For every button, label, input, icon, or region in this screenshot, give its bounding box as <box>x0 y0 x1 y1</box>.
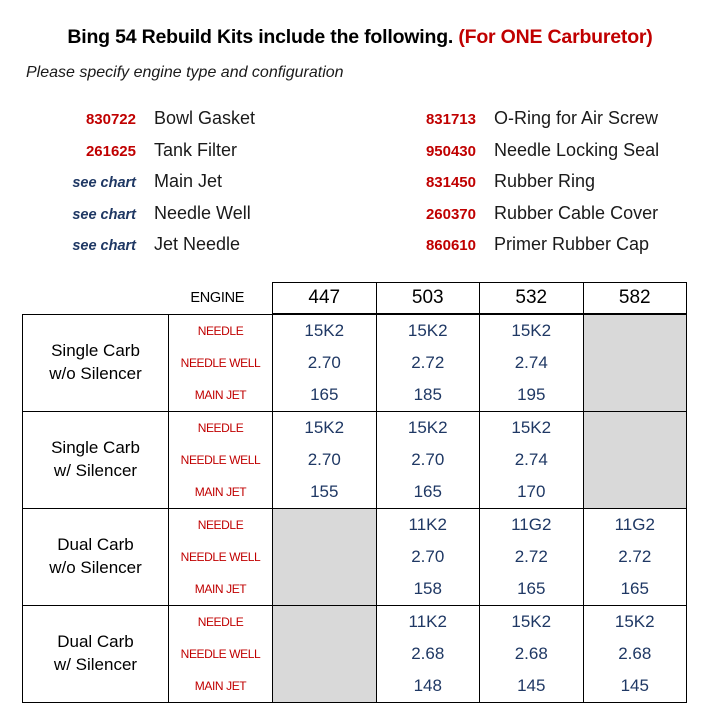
spec-cell-value: 2.68 <box>480 638 584 670</box>
part-row <box>380 171 700 203</box>
spec-sub-label: NEEDLE WELL <box>169 638 273 670</box>
part-see-chart-ref: see chart <box>72 206 136 223</box>
spec-sub-label: NEEDLE <box>169 509 273 542</box>
spec-sub-label: NEEDLE WELL <box>169 347 273 379</box>
spec-cell-value: 15K2 <box>480 606 584 639</box>
config-label-line2: w/o Silencer <box>49 363 142 383</box>
spec-sub-label: MAIN JET <box>169 476 273 509</box>
part-number: 260370 <box>425 205 476 223</box>
parts-column-left <box>40 108 350 258</box>
engine-header-label: ENGINE <box>190 290 245 306</box>
spec-sub-label: MAIN JET <box>169 379 273 412</box>
spec-cell-value: 185 <box>376 379 480 412</box>
spec-cell-value: 2.72 <box>480 541 584 573</box>
spec-cell-value: 158 <box>376 573 480 606</box>
spec-cell-value: 11K2 <box>376 509 480 542</box>
spec-chart <box>22 282 686 703</box>
part-row <box>40 171 350 203</box>
part-row <box>380 108 700 140</box>
spec-table-row <box>23 606 687 639</box>
spec-table-row <box>23 314 687 347</box>
config-label-line1: Dual Carb <box>57 535 134 555</box>
spec-cell-value: 165 <box>583 573 687 606</box>
part-row <box>40 140 350 172</box>
spec-cell-value: 15K2 <box>480 314 584 347</box>
spec-cell-value: 11G2 <box>583 509 687 542</box>
spec-cell-value: 148 <box>376 670 480 703</box>
part-number: 830722 <box>85 111 136 128</box>
part-see-chart-ref: see chart <box>72 238 136 254</box>
part-number: 831450 <box>425 174 476 191</box>
spec-cell-empty <box>583 444 687 476</box>
page-title-main: Bing 54 Rebuild Kits include the following. <box>67 26 454 48</box>
config-label <box>23 412 169 509</box>
part-name: Main Jet <box>154 171 223 191</box>
engine-column-header: 532 <box>480 283 584 315</box>
part-name: Rubber Ring <box>494 171 596 191</box>
part-name: Rubber Cable Cover <box>494 202 659 223</box>
part-row <box>380 234 700 266</box>
config-label <box>23 606 169 703</box>
spec-cell-value: 15K2 <box>376 412 480 445</box>
spec-cell-value: 2.70 <box>273 347 377 379</box>
spec-cell-empty <box>583 379 687 412</box>
spec-cell-value: 2.68 <box>583 638 687 670</box>
engine-column-header: 582 <box>583 283 687 315</box>
spec-cell-value: 15K2 <box>273 412 377 445</box>
spec-cell-value: 15K2 <box>376 314 480 347</box>
part-name: Bowl Gasket <box>154 108 256 128</box>
spec-cell-value: 170 <box>480 476 584 509</box>
part-row <box>40 234 350 266</box>
spec-table-row <box>23 412 687 445</box>
part-row <box>380 140 700 172</box>
part-number: 860610 <box>425 237 476 254</box>
spec-table <box>22 282 687 703</box>
spec-cell-value: 15K2 <box>273 314 377 347</box>
engine-column-header: 503 <box>376 283 480 315</box>
part-name: Needle Locking Seal <box>494 139 660 160</box>
spec-cell-value: 165 <box>273 379 377 412</box>
spec-cell-empty <box>273 606 377 639</box>
config-label-line2: w/ Silencer <box>53 461 138 480</box>
spec-sub-label: NEEDLE <box>169 314 273 347</box>
spec-cell-value: 2.70 <box>376 541 480 573</box>
spec-cell-value: 2.70 <box>273 444 377 476</box>
spec-cell-value: 155 <box>273 476 377 509</box>
part-number: 831713 <box>425 111 476 128</box>
spec-cell-value: 2.72 <box>583 541 687 573</box>
part-number: 261625 <box>85 142 136 160</box>
part-see-chart-ref: see chart <box>72 175 136 191</box>
spec-cell-value: 2.70 <box>376 444 480 476</box>
part-name: Jet Needle <box>154 234 241 254</box>
page-subtitle: Please specify engine type and configuration <box>26 64 344 81</box>
spec-cell-empty <box>583 347 687 379</box>
spec-cell-value: 2.74 <box>480 444 584 476</box>
parts-column-right <box>380 108 700 258</box>
config-label <box>23 314 169 412</box>
spec-cell-empty <box>273 509 377 542</box>
spec-cell-value: 165 <box>376 476 480 509</box>
engine-column-header: 447 <box>273 283 377 315</box>
spec-cell-empty <box>273 541 377 573</box>
spec-cell-value: 165 <box>480 573 584 606</box>
spec-cell-value: 195 <box>480 379 584 412</box>
part-row <box>40 108 350 140</box>
part-row <box>40 203 350 235</box>
spec-cell-empty <box>583 476 687 509</box>
spec-cell-empty <box>273 670 377 703</box>
config-label-line2: w/ Silencer <box>53 655 138 674</box>
header-spacer <box>23 283 169 315</box>
parts-list <box>0 108 720 258</box>
spec-cell-empty <box>273 638 377 670</box>
spec-sub-label: MAIN JET <box>169 670 273 703</box>
spec-table-body <box>23 314 687 703</box>
spec-sub-label: NEEDLE <box>169 412 273 445</box>
spec-table-row <box>23 509 687 542</box>
part-name: Primer Rubber Cap <box>494 234 650 254</box>
spec-cell-empty <box>273 573 377 606</box>
spec-cell-value: 145 <box>480 670 584 703</box>
spec-cell-value: 2.74 <box>480 347 584 379</box>
part-row <box>380 203 700 235</box>
spec-sub-label: NEEDLE <box>169 606 273 639</box>
config-label-line1: Dual Carb <box>57 632 134 652</box>
part-name: Needle Well <box>154 202 251 223</box>
config-label <box>23 509 169 606</box>
page-title <box>0 26 720 49</box>
engine-header-row <box>23 283 687 315</box>
spec-cell-value: 11K2 <box>376 606 480 639</box>
spec-sub-label: NEEDLE WELL <box>169 444 273 476</box>
spec-sub-label: MAIN JET <box>169 573 273 606</box>
spec-table-head <box>23 283 687 315</box>
spec-cell-value: 145 <box>583 670 687 703</box>
spec-cell-value: 2.68 <box>376 638 480 670</box>
spec-sub-label: NEEDLE WELL <box>169 541 273 573</box>
config-label-line2: w/o Silencer <box>49 558 142 577</box>
spec-cell-empty <box>583 412 687 445</box>
part-name: Tank Filter <box>154 139 238 160</box>
page-title-note: (For ONE Carburetor) <box>458 26 653 48</box>
spec-cell-empty <box>583 314 687 347</box>
config-label-line1: Single Carb <box>51 438 140 458</box>
config-label-line1: Single Carb <box>51 340 140 360</box>
spec-cell-value: 2.72 <box>376 347 480 379</box>
spec-cell-value: 15K2 <box>480 412 584 445</box>
part-number: 950430 <box>425 142 476 160</box>
spec-cell-value: 11G2 <box>480 509 584 542</box>
spec-cell-value: 15K2 <box>583 606 687 639</box>
part-name: O-Ring for Air Screw <box>494 108 659 128</box>
